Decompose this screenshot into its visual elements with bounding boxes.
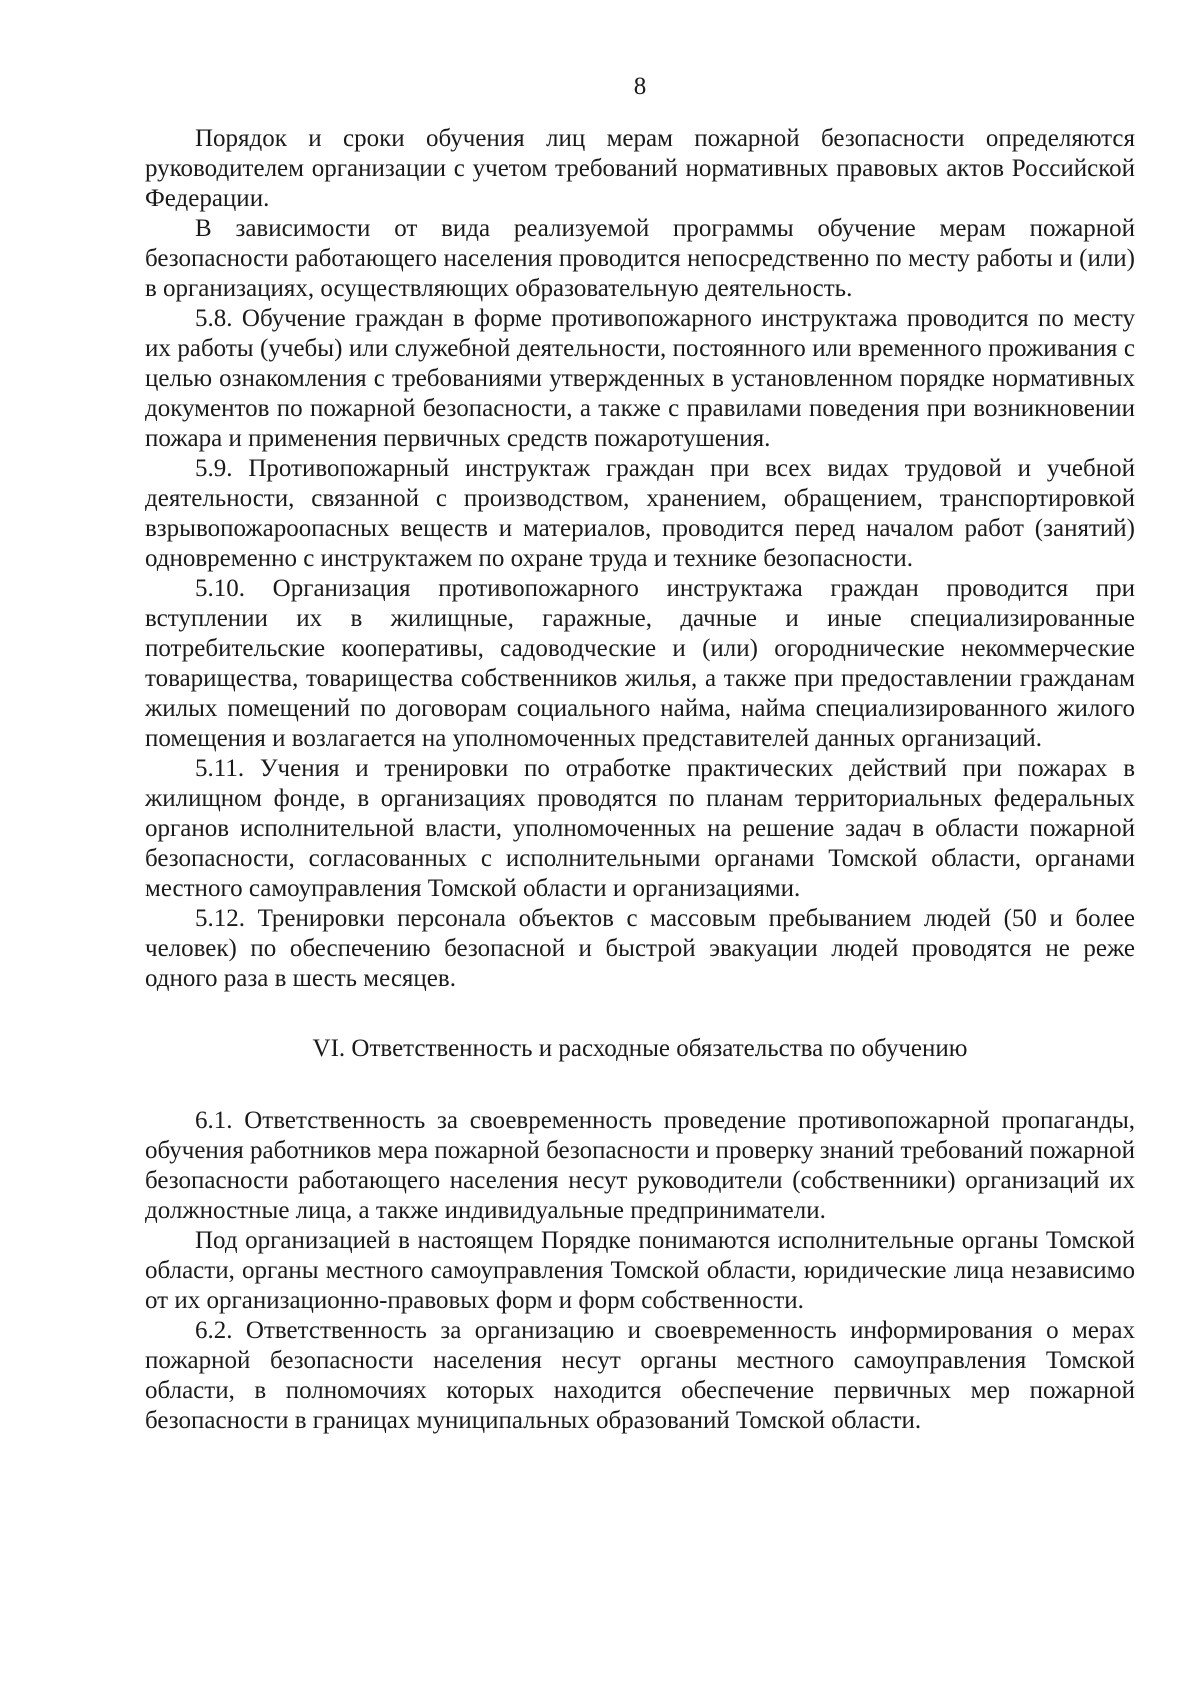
paragraph-organization-definition: Под организацией в настоящем Порядке понимаются исполнительные органы Томской области, органы местного самоуправления Томской области, юридические лица независимо от их организационно-правовых форм и форм собственности. [145, 1227, 1135, 1314]
paragraph-training-order: Порядок и сроки обучения лиц мерам пожарной безопасности определяются руководителем организации с учетом требований нормативных правовых актов Российской Федерации. [145, 125, 1135, 212]
document-page [145, 70, 1135, 1436]
paragraph-5-11: 5.11. Учения и тренировки по отработке практических действий при пожарах в жилищном фонде, в организациях проводятся по планам территориальных федеральных органов исполнительной власти, уполномоченных на решение задач в области пожарной безопасности, согласованных с исполнительными органами Томской области, органами местного самоуправления Томской области и организациями. [145, 755, 1135, 902]
paragraph-5-12: 5.12. Тренировки персонала объектов с массовым пребыванием людей (50 и более человек) по обеспечению безопасной и быстрой эвакуации людей проводятся не реже одного раза в шесть месяцев. [145, 905, 1135, 992]
page-number: 8 [633, 73, 647, 100]
paragraph-6-2: 6.2. Ответственность за организацию и своевременность информирования о мерах пожарной безопасности населения несут органы местного самоуправления Томской области, в полномочиях которых находится обеспечение первичных мер пожарной безопасности в границах муниципальных образований Томской области. [145, 1317, 1135, 1434]
paragraph-5-10: 5.10. Организация противопожарного инструктажа граждан проводится при вступлении их в жилищные, гаражные, дачные и иные специализированные потребительские кооперативы, садоводческие и (или) огороднические некоммерческие товарищества, товарищества собственников жилья, а также при предоставлении гражданам жилых помещений по договорам социального найма, найма специализированного жилого помещения и возлагается на уполномоченных представителей данных организаций. [145, 575, 1135, 752]
paragraph-training-location: В зависимости от вида реализуемой программы обучение мерам пожарной безопасности работающего населения проводится непосредственно по месту работы и (или) в организациях, осуществляющих образовательную деятельность. [145, 215, 1135, 302]
paragraph-5-9: 5.9. Противопожарный инструктаж граждан при всех видах трудовой и учебной деятельности, связанной с производством, хранением, обращением, транспортировкой взрывопожароопасных веществ и материалов, проводится перед началом работ (занятий) одновременно с инструктажем по охране труда и технике безопасности. [145, 455, 1135, 572]
paragraph-5-8: 5.8. Обучение граждан в форме противопожарного инструктажа проводится по месту их работы (учебы) или служебной деятельности, постоянного или временного проживания с целью ознакомления с требованиями утвержденных в установленном порядке нормативных документов по пожарной безопасности, а также с правилами поведения при возникновении пожара и применения первичных средств пожаротушения. [145, 305, 1135, 452]
paragraph-6-1: 6.1. Ответственность за своевременность проведение противопожарной пропаганды, обучения работников мера пожарной безопасности и проверку знаний требований пожарной безопасности работающего населения несут руководители (собственники) организаций их должностные лица, а также индивидуальные предприниматели. [145, 1107, 1135, 1224]
section-heading: VI. Ответственность и расходные обязательства по обучению [312, 1035, 968, 1062]
